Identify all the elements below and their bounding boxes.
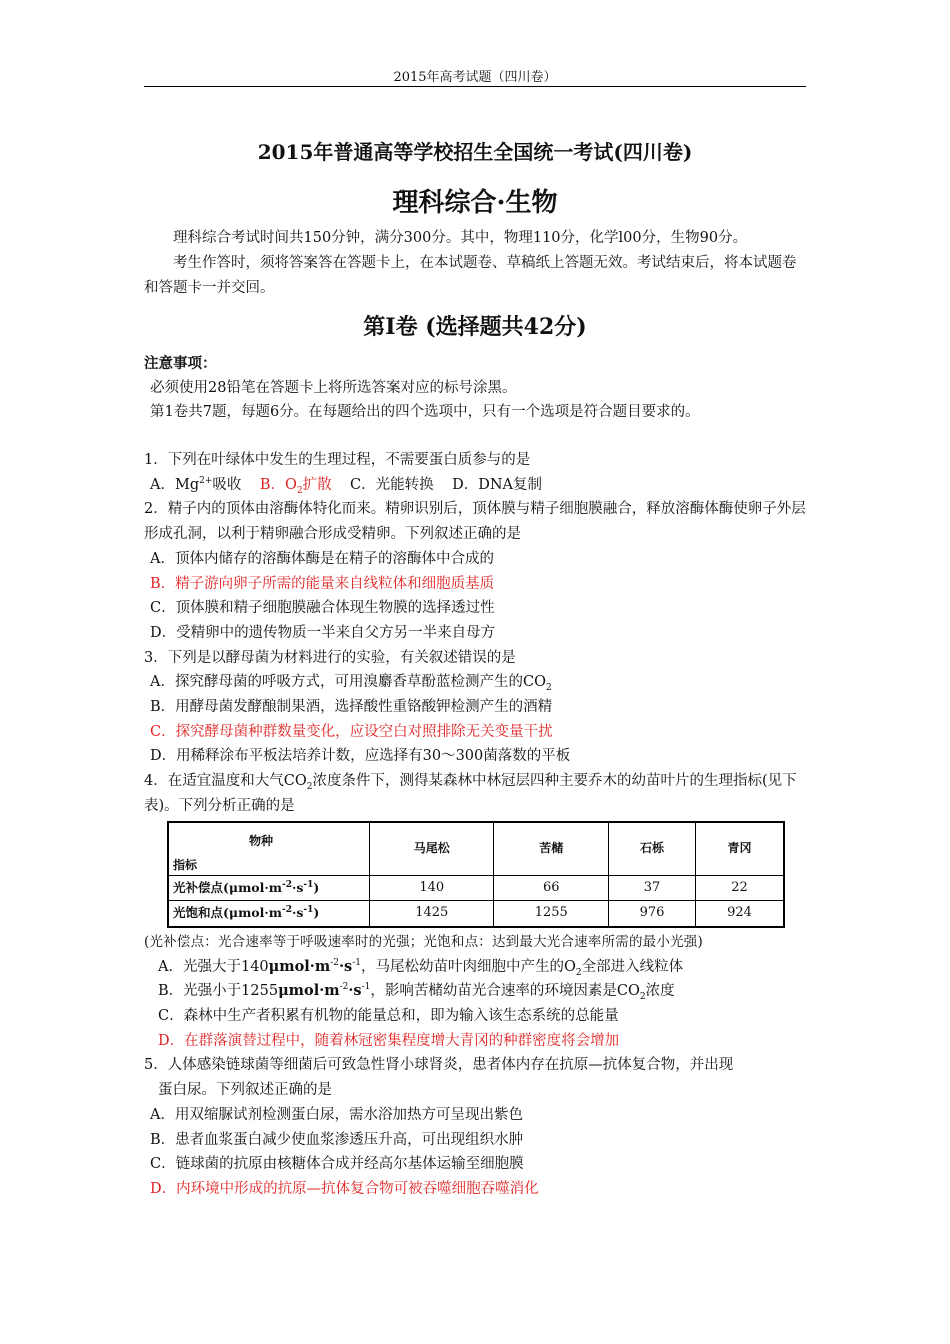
q3-option-a: A．探究酵母菌的呼吸方式，可用溴麝香草酚蓝检测产生的$CO_2$	[150, 674, 552, 694]
row-label: 光饱和点$(\mu mol\cdot m^{-2}\cdot s^{-1})$	[168, 901, 370, 927]
q1-option-a: A．$Mg^{2+}$吸收	[150, 475, 242, 493]
q4-option-b: B．光强小于$1255\mu mol\cdot m^{-2}\cdot s^{-1}$，影响苦槠幼苗光合速率的环境因素是$CO_2$浓度	[158, 982, 675, 1003]
species-header: 石栎	[609, 822, 696, 876]
species-header: 马尾松	[370, 822, 494, 876]
q3-option-d: D．用稀释涂布平板法培养计数，应选择有30～300菌落数的平板	[150, 748, 571, 765]
q3-stem: 3．下列是以酵母菌为材料进行的实验，有关叙述错误的是	[144, 649, 516, 666]
corner-species-label: 物种	[249, 833, 274, 848]
q1-option-c: C．光能转换	[350, 476, 434, 493]
q5-option-a: A．用双缩脲试剂检测蛋白尿，需水浴加热方可呈现出紫色	[150, 1106, 523, 1123]
species-header: 苦槠	[494, 822, 609, 876]
q5-option-c: C．链球菌的抗原由核糖体合成并经高尔基体运输至细胞膜	[150, 1156, 524, 1173]
row-label: 光补偿点$(\mu mol\cdot m^{-2}\cdot s^{-1})$	[168, 875, 370, 901]
table-cell: 140	[370, 875, 494, 901]
q4-option-c: C．森林中生产者积累有机物的能量总和，即为输入该生态系统的总能量	[158, 1008, 619, 1025]
intro-line: 理科综合考试时间共150分钟，满分300分。其中，物理110分，化学l00分，生物90分。	[173, 230, 748, 246]
q1-option-b: B．$O_2$扩散	[259, 476, 332, 496]
q4-option-a: A．光强大于$140\mu mol\cdot m^{-2}\cdot s^{-1}$，马尾松幼苗叶肉细胞中产生的$O_2$全部进入线粒体	[158, 957, 684, 978]
q2-option-b: B．精子游向卵子所需的能量来自线粒体和细胞质基质	[150, 575, 495, 592]
data-table	[167, 821, 785, 928]
table-cell: 1255	[494, 901, 609, 927]
table-header-row	[168, 822, 784, 876]
running-header: 2015年高考试题（四川卷）	[393, 70, 557, 85]
exam-title: 2015年普通高等学校招生全国统一考试(四川卷)	[257, 140, 693, 164]
species-header: 青冈	[695, 822, 784, 876]
intro-block	[144, 226, 806, 301]
q5-option-d: D．内环境中形成的抗原—抗体复合物可被吞噬细胞吞噬消化	[150, 1180, 539, 1197]
q2-option-a: A．顶体内储存的溶酶体酶是在精子的溶酶体中合成的	[150, 550, 494, 567]
q5-stem-cont: 蛋白尿。下列叙述正确的是	[158, 1082, 332, 1099]
corner-indicator-label: 指标	[173, 857, 198, 872]
q1-option-d: D．DNA复制	[452, 476, 543, 493]
table-cell: 22	[695, 875, 784, 901]
q4-note: (光补偿点：光合速率等于呼吸速率时的光强；光饱和点：达到最大光合速率所需的最小光强)	[144, 933, 703, 950]
table-row	[168, 875, 784, 901]
table-cell: 924	[695, 901, 784, 927]
table-cell: 37	[609, 875, 696, 901]
notice-item: 第1卷共7题，每题6分。在每题给出的四个选项中，只有一个选项是符合题目要求的。	[150, 404, 700, 420]
table-corner-cell	[168, 822, 370, 876]
q2-option-d: D．受精卵中的遗传物质一半来自父方另一半来自母方	[150, 624, 496, 641]
q2-option-c: C．顶体膜和精子细胞膜融合体现生物膜的选择透过性	[150, 600, 495, 617]
table-cell: 1425	[370, 901, 494, 927]
q1-options	[144, 473, 806, 498]
table-cell: 976	[609, 901, 696, 927]
section-title: 第Ⅰ卷 (选择题共42分)	[363, 314, 587, 340]
q5-option-b: B．患者血浆蛋白减少使血浆渗透压升高，可出现组织水肿	[150, 1131, 524, 1148]
q4-option-d: D．在群落演替过程中，随着林冠密集程度增大青冈的种群密度将会增加	[158, 1032, 620, 1049]
q1-stem: 1．下列在叶绿体中发生的生理过程，不需要蛋白质参与的是	[144, 452, 531, 468]
intro-line: 考生作答时，须将答案答在答题卡上，在本试题卷、草稿纸上答题无效。考试结束后，将本试题卷和答题卡一并交回。	[144, 255, 797, 296]
subject-title: 理科综合·生物	[392, 188, 558, 218]
q2-stem: 2．精子内的顶体由溶酶体特化而来。精卵识别后，顶体膜与精子细胞膜融合，释放溶酶体酶使卵子外层形成孔洞，以利于精卵融合形成受精卵。下列叙述正确的是	[144, 501, 806, 543]
q3-option-c: C．探究酵母菌种群数量变化，应设空白对照排除无关变量干扰	[150, 723, 553, 740]
notice-title: 注意事项：	[144, 355, 217, 372]
q5-stem: 5．人体感染链球菌等细菌后可致急性肾小球肾炎，患者体内存在抗原—抗体复合物，并出现	[144, 1057, 734, 1074]
questions	[144, 448, 806, 1202]
table-cell: 66	[494, 875, 609, 901]
notice-block	[144, 352, 806, 424]
table-row	[168, 901, 784, 927]
notice-item: 必须使用28铅笔在答题卡上将所选答案对应的标号涂黑。	[150, 380, 517, 396]
header-rule	[144, 86, 806, 87]
q4-stem: 4．在适宜温度和大气$CO_2$浓度条件下，测得某森林中林冠层四种主要乔木的幼苗叶片的生理指标(见下表)。下列分析正确的是	[144, 773, 797, 814]
q3-option-b: B．用酵母菌发酵酿制果酒，选择酸性重铬酸钾检测产生的酒精	[150, 699, 553, 716]
